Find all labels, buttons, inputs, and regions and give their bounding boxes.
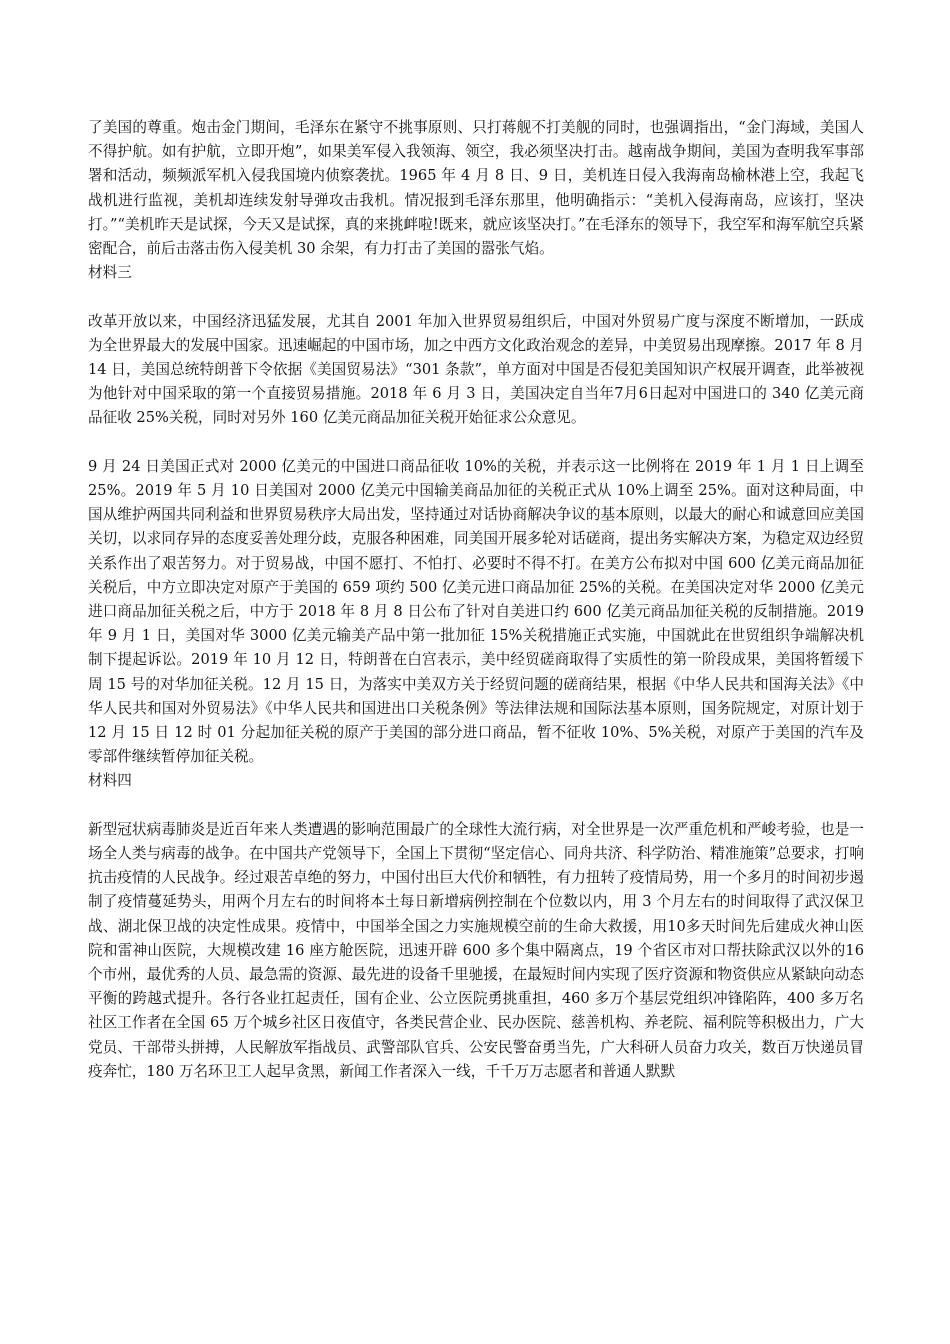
paragraph-gap [88,285,864,309]
paragraph-material-four: 新型冠状病毒肺炎是近百年来人类遭遇的影响范围最广的全球性大流行病，对全世界是一次严重危机和严峻考验，也是一场全人类与病毒的战争。在中国共产党领导下，全国上下贯彻“坚定信心、同舟共济、科学防治、精准施策”总要求，打响抗击疫情的人民战争。经过艰苦卓绝的努力，中国付出巨大代价和牺牲，有力扭转了疫情局势，用一个多月的时间初步遏制了疫情蔓延势头，用两个月左右的时间将本土每日新增病例控制在个位数以内，用 3 个月左右的时间取得了武汉保卫战、湖北保卫战的决定性成果。疫情中，中国举全国之力实施规模空前的生命大救援，用10多天时间先后建成火神山医院和雷神山医院，大规模改建 16 座方舱医院，迅速开辟 600 多个集中隔离点，19 个省区市对口帮扶除武汉以外的16个市州，最优秀的人员、最急需的资源、最先进的设备千里驰援，在最短时间内实现了医疗资源和物资供应从紧缺向动态平衡的跨越式提升。各行各业扛起责任，国有企业、公立医院勇挑重担，460 多万个基层党组织冲锋陷阵，400 多万名社区工作者在全国 65 万个城乡社区日夜值守，各类民营企业、民办医院、慈善机构、养老院、福利院等积极出力，广大党员、干部带头拼搏，人民解放军指战员、武警部队官兵、公安民警奋勇当先，广大科研人员奋力攻关，数百万快递员冒疫奔忙，180 万名环卫工人起早贪黑，新闻工作者深入一线，千千万万志愿者和普通人默默 [88,820,864,1080]
document-page [88,116,864,1084]
heading-material-three: 材料三 [88,264,132,282]
paragraph-material-three-part-one: 改革开放以来，中国经济迅猛发展，尤其自 2001 年加入世界贸易组织后，中国对外贸易广度与深度不断增加，一跃成为全世界最大的发展中国家。迅速崛起的中国市场，加之中西方文化政治观念的差异，中美贸易出现摩擦。2017 年 8 月 14 日，美国总统特朗普下令依据《美国贸易法》“301 条款”，单方面对中国是否侵犯美国知识产权展开调查，此举被视为他针对中国采取的第一个直接贸易措施。2018 年 6 月 3 日，美国决定自当年7月6日起对中国进口的 340 亿美元商品征收 25%关税，同时对另外 160 亿美元商品加征关税开始征求公众意见。 [88,312,864,427]
heading-material-four: 材料四 [88,772,132,790]
paragraph-material-two-end: 了美国的尊重。炮击金门期间，毛泽东在紧守不挑事原则、只打蒋舰不打美舰的同时，也强调指出，“金门海域，美国人不得护航。如有护航，立即开炮”，如果美军侵入我领海、领空，我必须坚决打击。越南战争期间，美国为查明我军事部署和活动，频频派军机入侵我国境内侦察袭扰。1965 年 4 月 8 日、9 日，美机连日侵入我海南岛榆林港上空，我起飞战机进行监视，美机却连续发射导弹攻击我机。情况报到毛泽东那里，他明确指示：“美机入侵海南岛，应该打，坚决打。”“美机昨天是试探，今天又是试探，真的来挑衅啦!既来，就应该坚决打。”在毛泽东的领导下，我空军和海军航空兵紧密配合，前后击落击伤入侵美机 30 余架，有力打击了美国的嚣张气焰。 [88,119,864,258]
paragraph-gap [88,431,864,455]
paragraph-gap [88,794,864,818]
paragraph-material-three-part-two: 9 月 24 日美国正式对 2000 亿美元的中国进口商品征收 10%的关税，并表示这一比例将在 2019 年 1 月 1 日上调至 25%。2019 年 5 月 10 日美国对 2000 亿美元中国输美商品加征的关税正式从 10%上调至 25%。面对这种局面，中国从维护两国共同利益和世界贸易秩序大局出发，坚持通过对话协商解决争议的基本原则，以最大的耐心和诚意回应美国关切，以求同存异的态度妥善处理分歧，克服各种困难，同美国开展多轮对话磋商，提出务实解决方案，为稳定双边经贸关系作出了艰苦努力。对于贸易战，中国不愿打、不怕打、必要时不得不打。在美方公布拟对中国 600 亿美元商品加征关税后，中方立即决定对原产于美国的 659 项约 500 亿美元进口商品加征 25%的关税。在美国决定对华 2000 亿美元进口商品加征关税之后，中方于 2018 年 8 月 8 日公布了针对自美进口约 600 亿美元商品加征关税的反制措施。2019 年 9 月 1 日，美国对华 3000 亿美元输美产品中第一批加征 15%关税措施正式实施，中国就此在世贸组织争端解决机制下提起诉讼。2019 年 10 月 12 日，特朗普在白宫表示，美中经贸磋商取得了实质性的第一阶段成果，美国将暂缓下周 15 号的对华加征关税。12 月 15 日，为落实中美双方关于经贸问题的磋商结果，根据《中华人民共和国海关法》《中华人民共和国对外贸易法》《中华人民共和国进出口关税条例》等法律法规和国际法基本原则，国务院规定，对原计划于 12 月 15 日 12 时 01 分起加征关税的原产于美国的部分进口商品，暂不征收 10%、5%关税，对原产于美国的汽车及零部件继续暂停加征关税。 [88,457,864,766]
